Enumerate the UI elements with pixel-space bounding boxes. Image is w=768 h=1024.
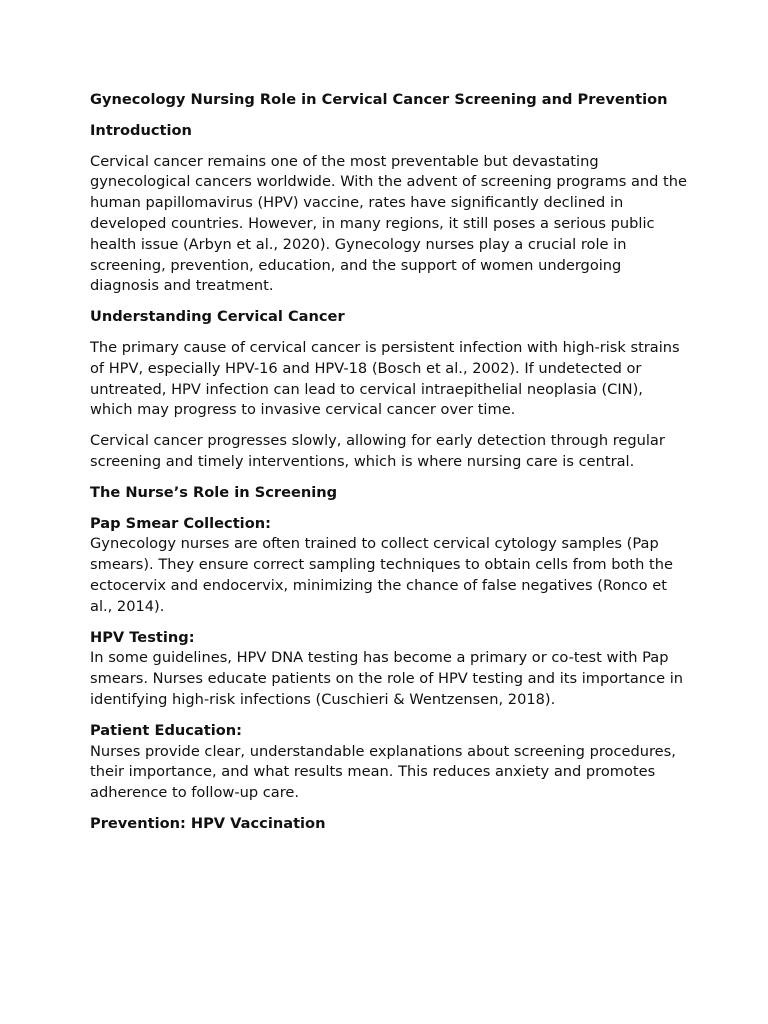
pap-smear-title: Pap Smear Collection: <box>90 514 271 532</box>
understanding-paragraph-2: Cervical cancer progresses slowly, allowing for early detection through regular screening and timely interventions, which is where nursing care is central. <box>90 432 665 470</box>
understanding-paragraph-1: The primary cause of cervical cancer is persistent infection with high-risk strains of HPV, especially HPV-16 and HPV-18 (Bosch et al., 2002). If undetected or untreated, HPV infection can lead to cervical intraepithelial neoplasia (CIN), which may progress to invasive cervical cancer over time. <box>90 338 680 419</box>
patient-education-title: Patient Education: <box>90 721 243 739</box>
prevention-heading: Prevention: HPV Vaccination <box>90 814 326 832</box>
patient-education-section <box>90 721 690 804</box>
pap-smear-text: Gynecology nurses are often trained to collect cervical cytology samples (Pap smears). They ensure correct sampling techniques to obtain cells from both the ectocervix and endocervix, minimizing the chance of false negatives (Ronco et al., 2014). <box>90 535 673 615</box>
understanding-heading: Understanding Cervical Cancer <box>90 308 345 326</box>
pap-smear-section <box>90 514 690 618</box>
hpv-testing-title: HPV Testing: <box>90 628 195 646</box>
introduction-heading: Introduction <box>90 121 192 139</box>
hpv-testing-section <box>90 628 690 711</box>
screening-heading: The Nurse’s Role in Screening <box>90 483 338 501</box>
patient-education-text: Nurses provide clear, understandable explanations about screening procedures, their importance, and what results mean. This reduces anxiety and promotes adherence to follow-up care. <box>90 742 676 802</box>
document-page <box>90 90 690 845</box>
hpv-testing-text: In some guidelines, HPV DNA testing has become a primary or co-test with Pap smears. Nurses educate patients on the role of HPV testing and its importance in identifying high-risk infections (Cuschieri & Wentzensen, 2018). <box>90 649 684 708</box>
document-title: Gynecology Nursing Role in Cervical Cancer Screening and Prevention <box>90 91 668 108</box>
introduction-paragraph: Cervical cancer remains one of the most preventable but devastating gynecological cancers worldwide. With the advent of screening programs and the human papillomavirus (HPV) vaccine, rates have significantly declined in developed countries. However, in many regions, it still poses a serious public health issue (Arbyn et al., 2020). Gynecology nurses play a crucial role in screening, prevention, education, and the support of women undergoing diagnosis and treatment. <box>90 152 687 295</box>
